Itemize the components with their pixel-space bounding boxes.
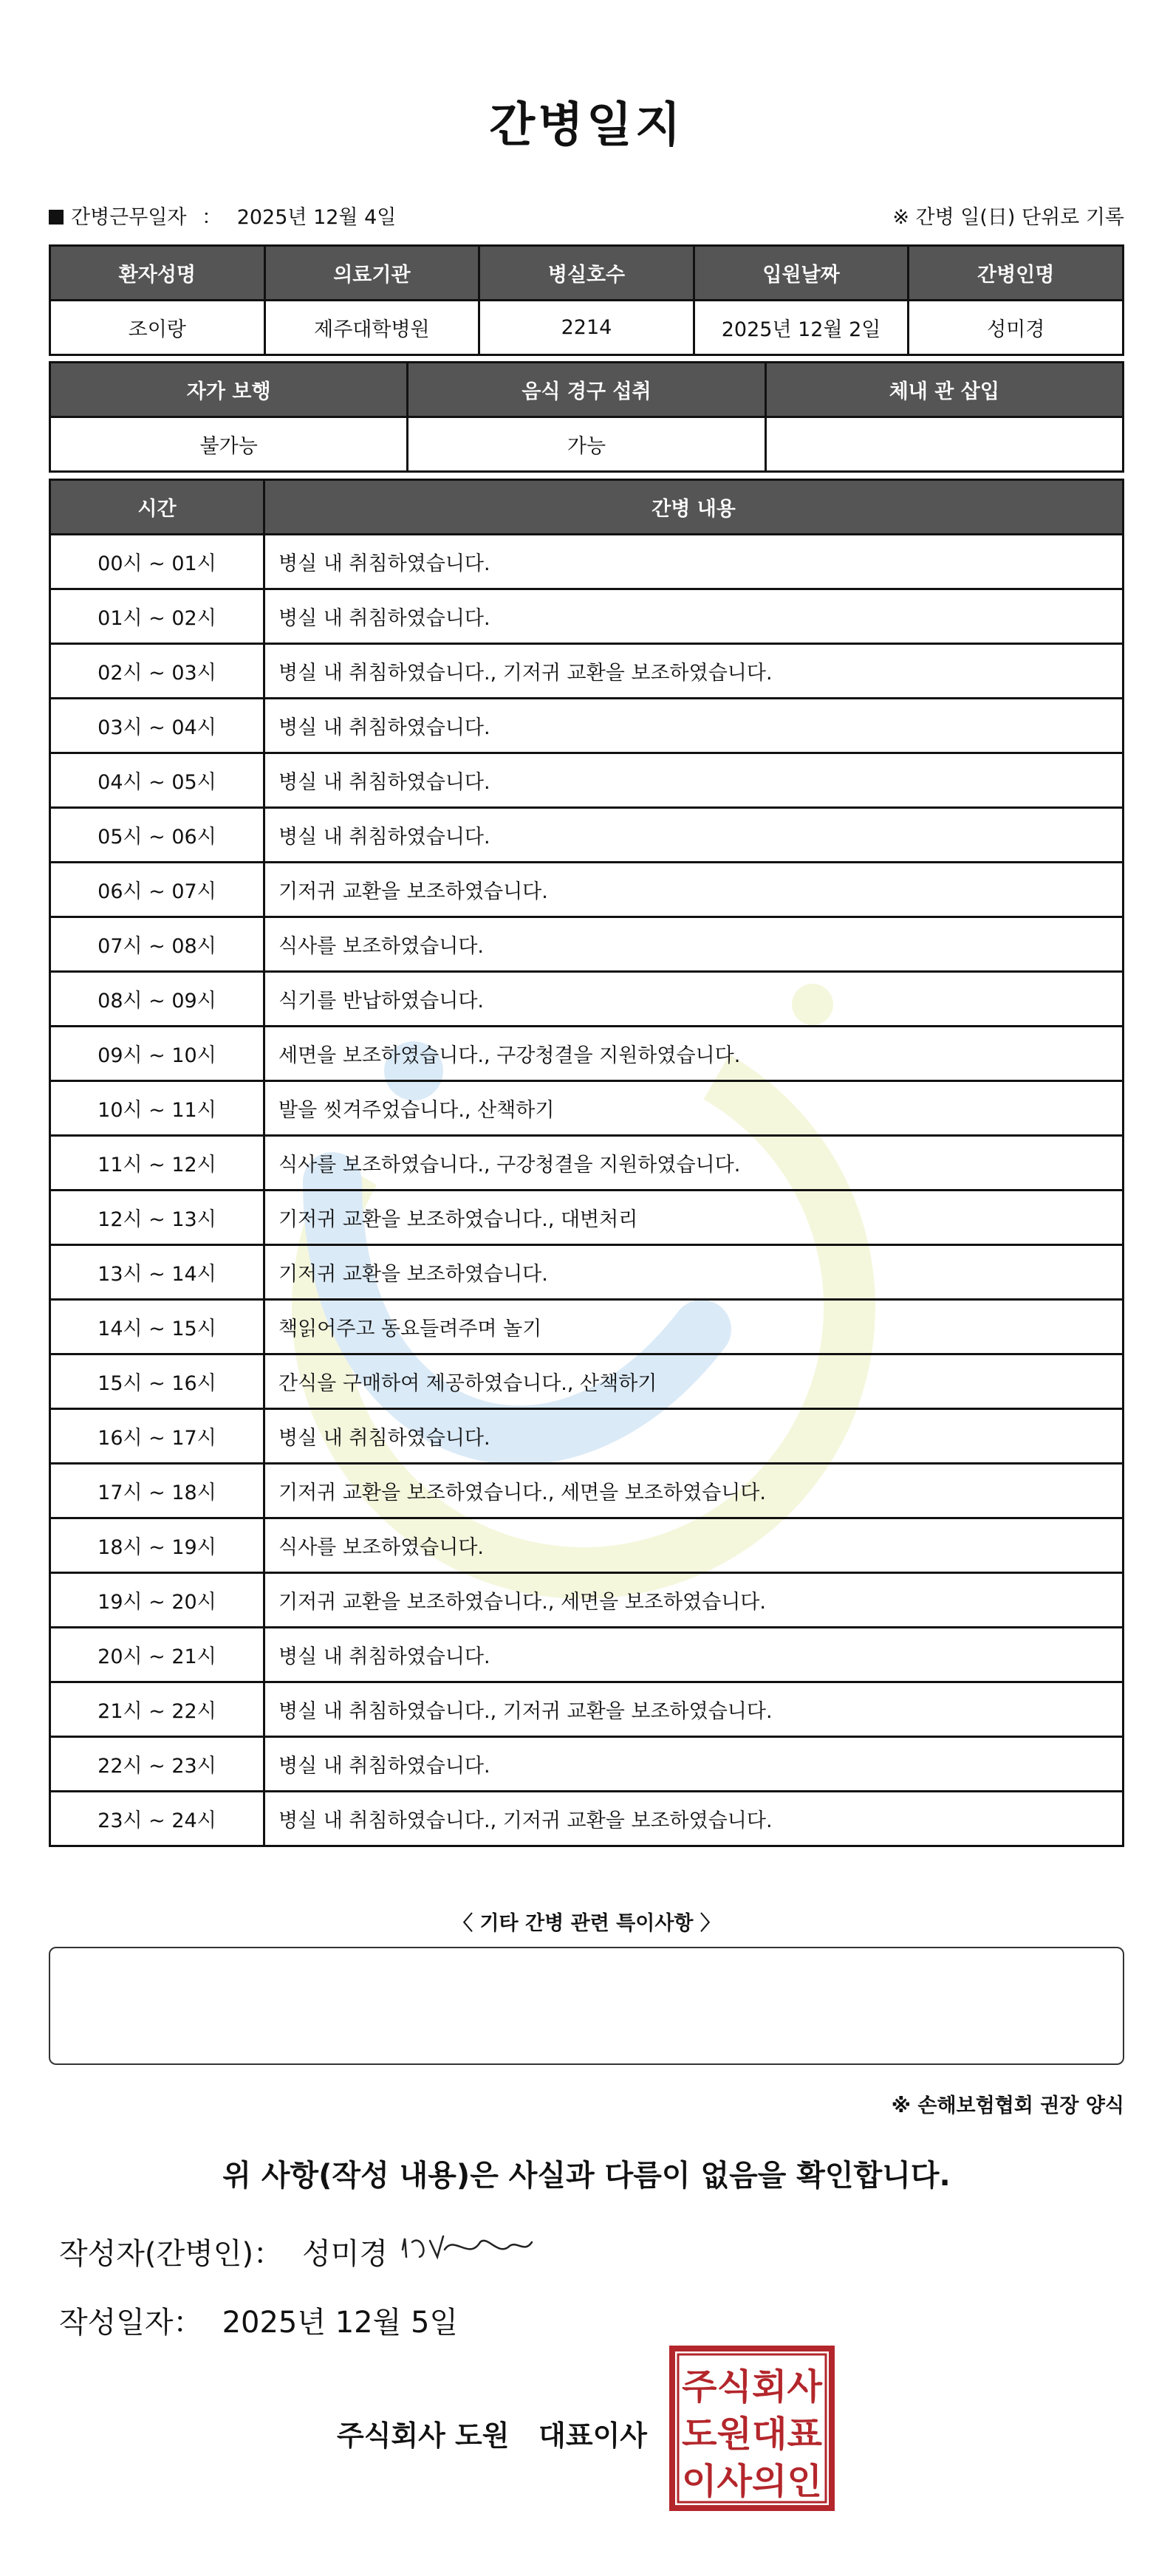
care-log-content: 발을 씻겨주었습니다., 산책하기 — [264, 1081, 1124, 1136]
handwritten-signature — [399, 2220, 539, 2272]
care-log-time: 15시 ~ 16시 — [50, 1354, 264, 1409]
care-log-time: 05시 ~ 06시 — [50, 808, 264, 863]
care-log-content: 기저귀 교환을 보조하였습니다. — [264, 863, 1124, 917]
seal-text-line: 도원대표 — [682, 2414, 823, 2455]
care-log-row — [50, 699, 1124, 753]
care-log-row — [50, 1191, 1124, 1245]
care-log-content: 병실 내 취침하였습니다. — [264, 535, 1124, 589]
care-log-content: 병실 내 취침하였습니다. — [264, 808, 1124, 863]
care-log-time: 03시 ~ 04시 — [50, 699, 264, 753]
written-date-value: 2025년 12월 5일 — [222, 2306, 459, 2340]
header-hospital: 의료기관 — [264, 246, 479, 301]
care-log-time: 11시 ~ 12시 — [50, 1136, 264, 1191]
writer-row — [59, 2230, 388, 2272]
care-log-row — [50, 1682, 1124, 1737]
work-note: ※ 간병 일(日) 단위로 기록 — [892, 206, 1124, 229]
remarks-box — [49, 1947, 1124, 2065]
care-log-row — [50, 1081, 1124, 1136]
care-log-row — [50, 1300, 1124, 1354]
care-log-row — [50, 1628, 1124, 1682]
care-log-content: 병실 내 취침하였습니다. — [264, 1737, 1124, 1792]
care-log-content: 식기를 반납하였습니다. — [264, 972, 1124, 1027]
care-log-row — [50, 1027, 1124, 1081]
patient-info-value-row — [50, 301, 1124, 355]
care-log-time: 23시 ~ 24시 — [50, 1792, 264, 1846]
care-log-time: 17시 ~ 18시 — [50, 1464, 264, 1518]
work-date-sep: ： — [202, 206, 222, 229]
care-log-time: 18시 ~ 19시 — [50, 1518, 264, 1573]
care-log-content: 병실 내 취침하였습니다., 기저귀 교환을 보조하였습니다. — [264, 644, 1124, 699]
ability-table — [49, 361, 1124, 473]
company-seal — [669, 2346, 835, 2511]
care-log-content: 기저귀 교환을 보조하였습니다., 세면을 보조하였습니다. — [264, 1573, 1124, 1628]
header-care-content: 간병 내용 — [264, 480, 1124, 535]
care-log-row — [50, 644, 1124, 699]
remarks-title: 〈 기타 간병 관련 특이사항 〉 — [453, 1912, 720, 1935]
oral-intake-value: 가능 — [408, 417, 765, 472]
ability-value-row — [50, 417, 1124, 472]
care-log-table — [49, 479, 1124, 1847]
written-date-label: 작성일자： — [59, 2306, 203, 2340]
work-date-label: 간병근무일자 — [71, 206, 187, 229]
care-log-time: 06시 ~ 07시 — [50, 863, 264, 917]
care-log-time: 10시 ~ 11시 — [50, 1081, 264, 1136]
header-tube-insertion: 체내 관 삽입 — [765, 363, 1123, 417]
care-log-time: 07시 ~ 08시 — [50, 917, 264, 972]
care-log-content: 병실 내 취침하였습니다., 기저귀 교환을 보조하였습니다. — [264, 1792, 1124, 1846]
care-log-time: 04시 ~ 05시 — [50, 753, 264, 808]
care-log-content: 세면을 보조하였습니다., 구강청결을 지원하였습니다. — [264, 1027, 1124, 1081]
care-log-time: 20시 ~ 21시 — [50, 1628, 264, 1682]
care-log-content: 책읽어주고 동요들려주며 놀기 — [264, 1300, 1124, 1354]
care-log-row — [50, 1573, 1124, 1628]
care-log-row — [50, 753, 1124, 808]
care-log-time: 12시 ~ 13시 — [50, 1191, 264, 1245]
care-log-content: 기저귀 교환을 보조하였습니다., 대변처리 — [264, 1191, 1124, 1245]
seal-text-line: 주식회사 — [682, 2366, 823, 2408]
care-log-row — [50, 535, 1124, 589]
walking-value: 불가능 — [50, 417, 408, 472]
care-log-time: 22시 ~ 23시 — [50, 1737, 264, 1792]
care-log-content: 기저귀 교환을 보조하였습니다., 세면을 보조하였습니다. — [264, 1464, 1124, 1518]
care-log-content: 병실 내 취침하였습니다. — [264, 753, 1124, 808]
care-log-row — [50, 1518, 1124, 1573]
header-patient-name: 환자성명 — [50, 246, 265, 301]
care-log-content: 기저귀 교환을 보조하였습니다. — [264, 1245, 1124, 1300]
care-log-content: 병실 내 취침하였습니다. — [264, 1409, 1124, 1464]
caregiver-name: 성미경 — [909, 301, 1124, 355]
care-log-row — [50, 1245, 1124, 1300]
care-log-content: 식사를 보조하였습니다. — [264, 917, 1124, 972]
care-log-time: 02시 ~ 03시 — [50, 644, 264, 699]
care-log-row — [50, 1792, 1124, 1846]
care-log-row — [50, 1409, 1124, 1464]
care-log-header-row — [50, 480, 1124, 535]
patient-info-header-row — [50, 246, 1124, 301]
care-log-time: 19시 ~ 20시 — [50, 1573, 264, 1628]
care-log-content: 병실 내 취침하였습니다. — [264, 589, 1124, 644]
square-bullet-icon — [49, 210, 64, 225]
care-log-row — [50, 808, 1124, 863]
confirmation-statement: 위 사항(작성 내용)은 사실과 다름이 없음을 확인합니다. — [222, 2159, 951, 2193]
care-log-time: 01시 ~ 02시 — [50, 589, 264, 644]
care-log-content: 병실 내 취침하였습니다. — [264, 1628, 1124, 1682]
admission-date: 2025년 12월 2일 — [694, 301, 909, 355]
care-log-row — [50, 1136, 1124, 1191]
care-log-row — [50, 972, 1124, 1027]
hospital: 제주대학병원 — [264, 301, 479, 355]
ability-header-row — [50, 363, 1124, 417]
care-log-time: 13시 ~ 14시 — [50, 1245, 264, 1300]
writer-name: 성미경 — [302, 2237, 388, 2271]
company-representative: 주식회사 도원 대표이사 — [337, 2419, 647, 2452]
care-log-time: 21시 ~ 22시 — [50, 1682, 264, 1737]
work-date — [49, 201, 396, 230]
care-log-content: 식사를 보조하였습니다. — [264, 1518, 1124, 1573]
patient-info-table — [49, 244, 1124, 356]
care-log-content: 병실 내 취침하였습니다., 기저귀 교환을 보조하였습니다. — [264, 1682, 1124, 1737]
care-log-row — [50, 589, 1124, 644]
header-admission-date: 입원날짜 — [694, 246, 909, 301]
care-log-time: 14시 ~ 15시 — [50, 1300, 264, 1354]
care-log-row — [50, 917, 1124, 972]
care-log-row — [50, 863, 1124, 917]
care-log-time: 09시 ~ 10시 — [50, 1027, 264, 1081]
header-time: 시간 — [50, 480, 264, 535]
work-date-value: 2025년 12월 4일 — [236, 206, 397, 229]
care-log-content: 병실 내 취침하였습니다. — [264, 699, 1124, 753]
care-log-row — [50, 1354, 1124, 1409]
seal-text-line: 이사의인 — [682, 2461, 822, 2502]
care-log-time: 16시 ~ 17시 — [50, 1409, 264, 1464]
header-oral-intake: 음식 경구 섭취 — [408, 363, 765, 417]
care-log-content: 간식을 구매하여 제공하였습니다., 산책하기 — [264, 1354, 1124, 1409]
room-number: 2214 — [479, 301, 694, 355]
care-log-time: 08시 ~ 09시 — [50, 972, 264, 1027]
care-log-time: 00시 ~ 01시 — [50, 535, 264, 589]
header-room: 병실호수 — [479, 246, 694, 301]
care-log-content: 식사를 보조하였습니다., 구강청결을 지원하였습니다. — [264, 1136, 1124, 1191]
patient-name: 조이랑 — [50, 301, 265, 355]
writer-label: 작성자(간병인)： — [59, 2237, 284, 2271]
written-date-row — [59, 2299, 458, 2341]
page-title: 간병일지 — [489, 98, 684, 153]
care-log-row — [50, 1464, 1124, 1518]
form-note: ※ 손해보험협회 권장 양식 — [891, 2094, 1124, 2117]
header-walking: 자가 보행 — [50, 363, 408, 417]
care-log-row — [50, 1737, 1124, 1792]
header-caregiver-name: 간병인명 — [909, 246, 1124, 301]
tube-insertion-value — [765, 417, 1123, 472]
